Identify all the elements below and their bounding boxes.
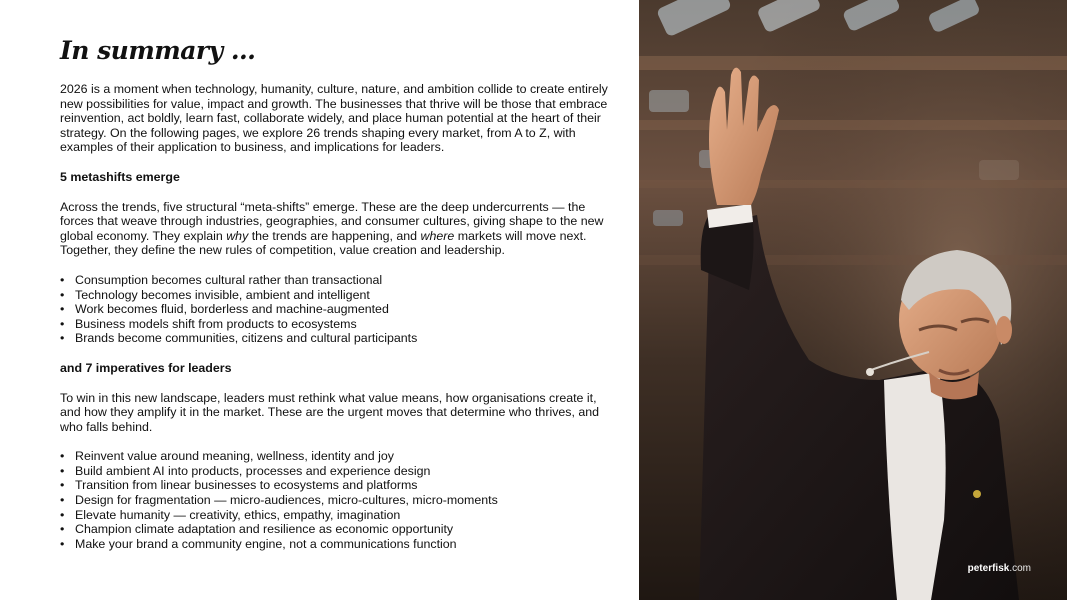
metashifts-text-3: markets will move next. Together, they define the new rules of competition, value creation and leadership. xyxy=(60,228,587,258)
list-item: • Transition from linear businesses to ecosystems and platforms xyxy=(60,478,610,493)
brand-suffix: .com xyxy=(1009,563,1031,574)
brand-name: peterfisk xyxy=(967,563,1010,574)
speaker-illustration xyxy=(639,0,1067,600)
speaker-photo xyxy=(639,0,1067,600)
list-item: • Work becomes fluid, borderless and machine-augmented xyxy=(60,302,610,317)
intro-paragraph: 2026 is a moment when technology, humanity, culture, nature, and ambition collide to create entirely new possibilities for value, impact and growth. The businesses that thrive will be those that embrace reinvention, act boldly, learn fast, collaborate widely, and place human potential at the heart of their strategy. On the following pages, we explore 26 trends shaping every market, from A to Z, with examples of their application to business, and implications for leaders. xyxy=(60,82,608,155)
metashifts-emphasis-where: where xyxy=(420,228,455,243)
list-item: • Build ambient AI into products, processes and experience design xyxy=(60,464,610,479)
metashifts-paragraph xyxy=(60,200,610,258)
list-item: • Make your brand a community engine, not a communications function xyxy=(60,537,610,552)
metashifts-text-1: Across the trends, five structural “meta-shifts” emerge. These are the deep undercurrents — the forces that weave through industries, geographies, and consumer cultures, giving shape to the new global economy. They explain xyxy=(60,199,604,243)
page-title: In summary … xyxy=(60,36,256,65)
text-column xyxy=(60,36,610,566)
list-item: • Elevate humanity — creativity, ethics, empathy, imagination xyxy=(60,508,610,523)
metashifts-list xyxy=(60,273,610,346)
metashifts-heading: 5 metashifts emerge xyxy=(60,169,180,184)
metashifts-text-2: the trends are happening, and xyxy=(248,228,421,243)
list-item: • Brands become communities, citizens and cultural participants xyxy=(60,331,610,346)
list-item: • Design for fragmentation — micro-audiences, micro-cultures, micro-moments xyxy=(60,493,610,508)
list-item: • Technology becomes invisible, ambient and intelligent xyxy=(60,288,610,303)
imperatives-paragraph: To win in this new landscape, leaders must rethink what value means, how organisations create it, and how they amplify it in the market. These are the urgent moves that determine who thrives, and who falls behind. xyxy=(60,390,600,434)
imperatives-list xyxy=(60,449,610,551)
metashifts-emphasis-why: why xyxy=(226,228,249,243)
list-item: • Champion climate adaptation and resilience as economic opportunity xyxy=(60,522,610,537)
list-item: • Business models shift from products to ecosystems xyxy=(60,317,610,332)
list-item: • Reinvent value around meaning, wellness, identity and joy xyxy=(60,449,610,464)
brand-watermark xyxy=(968,563,1031,574)
list-item: • Consumption becomes cultural rather than transactional xyxy=(60,273,610,288)
imperatives-heading: and 7 imperatives for leaders xyxy=(60,360,232,375)
